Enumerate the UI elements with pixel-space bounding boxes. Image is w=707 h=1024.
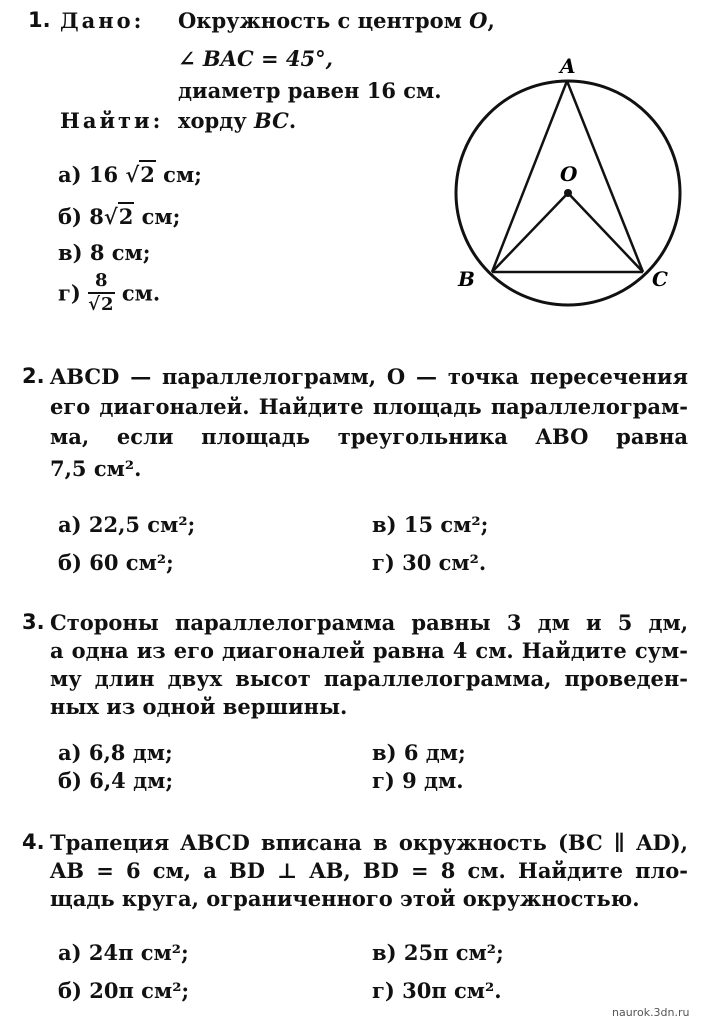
- q2-option-d: г) 30 см².: [372, 550, 487, 575]
- q4-option-b: б) 20π см²;: [58, 978, 190, 1003]
- q3-option-c: в) 6 дм;: [372, 740, 466, 765]
- segment-AC: [567, 81, 643, 272]
- q2-line-3: ма, если площадь треугольника ABO равна: [50, 424, 688, 449]
- q3-option-b: б) 6,4 дм;: [58, 768, 174, 793]
- q3-number: 3.: [22, 610, 45, 634]
- q2-option-a: а) 22,5 см²;: [58, 512, 196, 537]
- q3-line-3: му длин двух высот параллелограмма, проведен-: [50, 666, 688, 691]
- center-point: [564, 189, 572, 197]
- q2-line-4: 7,5 см².: [50, 456, 142, 481]
- q2-option-c: в) 15 см²;: [372, 512, 489, 537]
- label-C: C: [652, 267, 668, 291]
- q4-option-c: в) 25π см²;: [372, 940, 504, 965]
- q1-option-c: в) 8 см;: [58, 240, 151, 265]
- q1-given-label: Дано:: [60, 8, 145, 33]
- q2-line-1: ABCD — параллелограмм, O — точка пересечения: [50, 364, 688, 389]
- q2-number: 2.: [22, 364, 45, 388]
- q4-line-2: AB = 6 см, а BD ⊥ AB, BD = 8 см. Найдите пло-: [50, 858, 688, 883]
- q1-diameter: диаметр равен 16 см.: [178, 78, 442, 103]
- q3-line-1: Стороны параллелограмма равны 3 дм и 5 дм,: [50, 610, 688, 635]
- segment-OC: [568, 193, 643, 272]
- q1-angle: ∠ BAC = 45°,: [178, 46, 333, 71]
- q4-line-1: Трапеция ABCD вписана в окружность (BC ∥ AD),: [50, 830, 688, 855]
- q3-option-d: г) 9 дм.: [372, 768, 464, 793]
- q1-option-b: б) 8√2 см;: [58, 204, 181, 229]
- q4-option-a: а) 24π см²;: [58, 940, 189, 965]
- q3-line-4: ных из одной вершины.: [50, 694, 348, 719]
- q1-number: 1.: [28, 8, 51, 32]
- q1-given-line: Окружность с центром O,: [178, 8, 495, 33]
- q1-option-a: а) 16 √2 см;: [58, 162, 202, 187]
- q3-option-a: а) 6,8 дм;: [58, 740, 173, 765]
- q1-fraction: $\frac{8}{√2}$: [88, 270, 114, 315]
- q3-line-2: а одна из его диагоналей равна 4 см. Найдите сум-: [50, 638, 688, 663]
- label-B: B: [458, 267, 475, 291]
- q1-figure: [440, 50, 700, 310]
- q2-line-2: его диагоналей. Найдите площадь параллелограм-: [50, 394, 688, 419]
- watermark: naurok.3dn.ru: [612, 1006, 690, 1019]
- q1-option-d: г) $\frac{8}{√2}$ см.: [58, 270, 161, 315]
- q4-number: 4.: [22, 830, 45, 854]
- q4-option-d: г) 30π см².: [372, 978, 502, 1003]
- segment-OB: [492, 193, 568, 272]
- q1-find-label: Найти:: [60, 108, 164, 133]
- q2-option-b: б) 60 см²;: [58, 550, 174, 575]
- q1-find-text: хорду BC.: [178, 108, 297, 133]
- segment-AB: [492, 81, 567, 272]
- label-A: A: [560, 54, 576, 78]
- label-O: O: [560, 162, 578, 186]
- q4-line-3: щадь круга, ограниченного этой окружностью.: [50, 886, 640, 911]
